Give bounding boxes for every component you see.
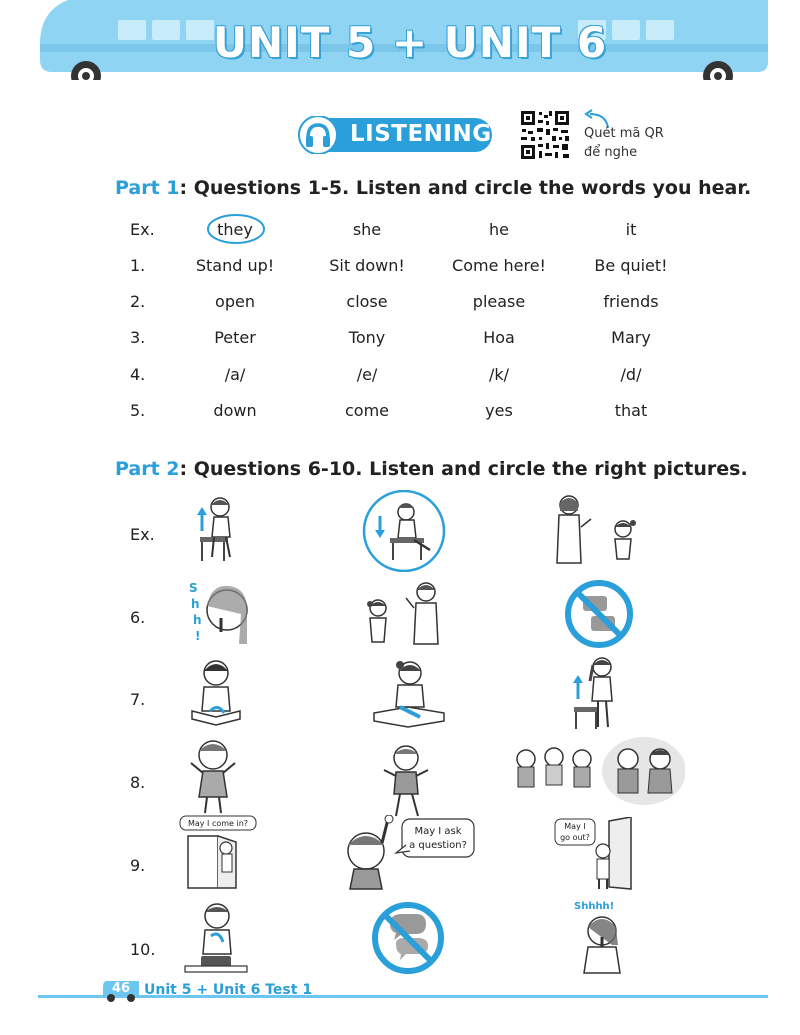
part1-option[interactable]: it [625, 220, 637, 239]
part2-instruction: : Questions 6-10. Listen and circle the right pictures. [179, 458, 748, 480]
picture-girl-closing-book[interactable] [364, 655, 450, 735]
picture-girl-standing-up[interactable] [568, 655, 634, 733]
svg-text:h: h [191, 597, 200, 611]
picture-group-of-children-they[interactable] [510, 737, 685, 807]
bubble-may-i-go-out-line2: go out? [560, 833, 590, 842]
svg-text:S: S [189, 581, 198, 595]
part1-row-number: 3. [130, 328, 146, 347]
qr-instruction [584, 124, 674, 162]
part1-option[interactable]: /d/ [620, 365, 642, 384]
svg-text:h: h [193, 613, 202, 627]
part1-row-number: 5. [130, 401, 146, 420]
picture-boy-asking-go-out[interactable] [553, 817, 633, 891]
picture-girl-sitting-down-circled[interactable] [360, 490, 448, 572]
shhhh-text: Shhhh! [574, 901, 615, 912]
picture-girl-saying-shhhh[interactable] [572, 895, 634, 975]
part1-row-number: 1. [130, 256, 146, 275]
part1-option[interactable]: open [215, 292, 255, 311]
picture-boy-opening-book[interactable] [183, 900, 249, 976]
part1-option[interactable]: that [614, 401, 648, 420]
part1-instruction: : Questions 1-5. Listen and circle the words you hear. [179, 177, 752, 199]
part1-option[interactable]: Mary [611, 328, 651, 347]
part1-option[interactable]: Stand up! [195, 256, 275, 275]
unit-title: UNIT 5 + UNIT 6 [212, 18, 608, 67]
part1-heading [115, 177, 751, 199]
part1-option[interactable]: close [346, 292, 388, 311]
part1-option[interactable]: /k/ [488, 365, 510, 384]
picture-boy-raising-hand-asking-question[interactable] [338, 815, 478, 891]
qr-note-line2: để nghe [584, 145, 638, 160]
svg-text:!: ! [195, 629, 201, 643]
qr-note-line1: Quét mã QR [584, 126, 664, 141]
picture-boy-reading-book[interactable] [186, 655, 246, 735]
picture-girl-she[interactable] [185, 737, 241, 817]
picture-no-talking-sign[interactable] [370, 900, 446, 976]
page-number: 46 [111, 981, 131, 996]
part1-row-number: Ex. [130, 220, 155, 239]
part1-option[interactable]: friends [603, 292, 659, 311]
part2-row-number: 10. [130, 940, 156, 959]
part1-option[interactable]: Be quiet! [594, 256, 668, 275]
picture-girl-and-boy-greeting[interactable] [360, 578, 450, 648]
part1-option[interactable]: she [352, 220, 382, 239]
part1-option[interactable]: Sit down! [329, 256, 405, 275]
part2-row-number: 7. [130, 690, 146, 709]
part1-option[interactable]: come [344, 401, 389, 420]
part1-row-number: 4. [130, 365, 146, 384]
part1-label: Part 1 [115, 177, 180, 199]
bubble-may-i-ask-line2: a question? [409, 840, 467, 851]
picture-no-talking-sign[interactable] [563, 578, 635, 650]
part1-option[interactable]: yes [485, 401, 513, 420]
picture-teacher-and-girl[interactable] [555, 493, 645, 569]
part2-heading [115, 458, 748, 480]
part1-option[interactable]: Come here! [452, 256, 546, 275]
part2-row-number: Ex. [130, 525, 155, 544]
picture-girl-saying-shh[interactable] [185, 574, 251, 654]
part1-option[interactable]: please [472, 292, 526, 311]
part1-option[interactable]: he [489, 220, 509, 239]
part1-option[interactable]: Tony [348, 328, 386, 347]
part1-option[interactable]: /a/ [224, 365, 246, 384]
part1-option[interactable]: /e/ [356, 365, 378, 384]
footer-title: Unit 5 + Unit 6 Test 1 [144, 982, 313, 998]
bubble-may-i-come-in: May I come in? [187, 819, 249, 828]
picture-boy-at-door-asking-come-in[interactable] [178, 814, 258, 890]
part1-option[interactable]: down [213, 401, 257, 420]
part2-row-number: 8. [130, 773, 146, 792]
qr-code-icon[interactable] [519, 109, 571, 161]
bubble-may-i-ask-line1: May I ask [414, 826, 462, 837]
part2-label: Part 2 [115, 458, 180, 480]
section-label: LISTENING [350, 121, 492, 147]
picture-boy-standing-up[interactable] [190, 495, 246, 565]
part1-option[interactable]: Hoa [483, 328, 515, 347]
bubble-may-i-go-out-line1: May I [564, 822, 586, 831]
picture-boy-he[interactable] [378, 742, 434, 820]
part2-row-number: 6. [130, 608, 146, 627]
part1-option[interactable]: Peter [214, 328, 256, 347]
headphones-icon [303, 120, 333, 150]
part1-row-number: 2. [130, 292, 146, 311]
part1-option[interactable]: they [217, 220, 253, 239]
part2-row-number: 9. [130, 856, 146, 875]
